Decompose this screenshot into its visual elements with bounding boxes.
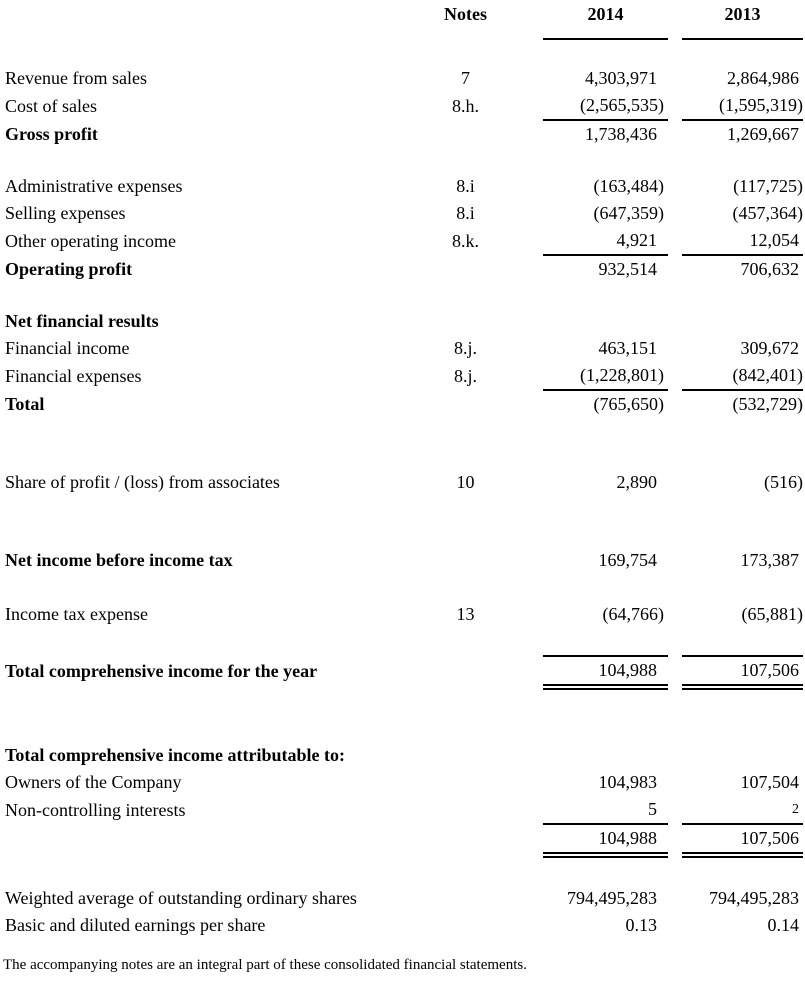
spacer-row <box>0 687 805 742</box>
spacer-row <box>0 148 805 173</box>
row-label: Total <box>5 393 45 414</box>
table-row <box>0 469 805 496</box>
amount-2014: 5 <box>543 796 668 824</box>
row-label: Financial income <box>5 338 130 358</box>
row-label: Gross profit <box>5 123 98 144</box>
table-row <box>0 601 805 628</box>
amount-2014: 169,754 <box>598 550 657 570</box>
row-gap <box>668 885 682 912</box>
amount-2013 <box>682 308 803 335</box>
row-gap <box>508 885 543 912</box>
amount-2013: 2 <box>682 796 803 824</box>
table-row <box>0 885 805 912</box>
spacer-row <box>0 855 805 885</box>
amount-2013: (532,729) <box>732 394 803 414</box>
row-gap <box>508 390 543 418</box>
row-note <box>423 547 508 574</box>
row-gap <box>508 335 543 362</box>
row-gap <box>508 362 543 390</box>
row-label: Owners of the Company <box>5 772 182 792</box>
amount-2013: 706,632 <box>740 259 799 279</box>
row-gap <box>508 227 543 255</box>
row-note <box>423 656 508 687</box>
spacer-row <box>0 283 805 308</box>
row-note: 8.i <box>456 176 475 196</box>
spacer-cell <box>0 855 805 885</box>
row-label: Non-controlling interests <box>5 799 186 820</box>
amount-2013: (117,725) <box>733 176 803 196</box>
row-gap <box>668 656 682 687</box>
amount-2013: 107,506 <box>682 656 803 687</box>
table-row <box>0 547 805 574</box>
table-row <box>0 656 805 687</box>
amount-2013: (842,401) <box>682 362 803 390</box>
spacer-cell <box>0 496 805 547</box>
amount-2014 <box>543 308 668 335</box>
amount-2013: (516) <box>764 472 803 492</box>
spacer-cell <box>0 148 805 173</box>
amount-2014: 463,151 <box>598 338 657 358</box>
row-gap <box>508 796 543 824</box>
row-gap <box>668 173 682 200</box>
row-gap <box>668 120 682 148</box>
amount-2013: (65,881) <box>741 604 803 624</box>
row-label: Administrative expenses <box>5 176 183 196</box>
amount-2013: (1,595,319) <box>682 92 803 120</box>
table-header <box>0 0 805 39</box>
row-gap <box>668 469 682 496</box>
row-note: 8.k. <box>452 230 479 251</box>
row-note: 8.i <box>456 203 475 223</box>
header-year-2014: 2014 <box>543 0 668 39</box>
amount-2014: (163,484) <box>593 176 664 196</box>
row-note <box>423 255 508 283</box>
row-note <box>423 912 508 939</box>
amount-2013: 309,672 <box>740 338 799 358</box>
row-label: Selling expenses <box>5 203 126 223</box>
row-gap <box>668 601 682 628</box>
row-note <box>423 796 508 824</box>
row-gap <box>668 200 682 227</box>
table-row <box>0 390 805 418</box>
amount-2014: (64,766) <box>602 604 664 624</box>
table-row <box>0 742 805 769</box>
table-row <box>0 824 805 855</box>
row-gap <box>668 335 682 362</box>
row-gap <box>508 92 543 120</box>
amount-2014: 104,988 <box>543 824 668 855</box>
row-label: Weighted average of outstanding ordinary shares <box>5 888 357 908</box>
table-row <box>0 200 805 227</box>
amount-2014: (647,359) <box>593 203 664 223</box>
table-row <box>0 308 805 335</box>
table-row <box>0 796 805 824</box>
amount-2013 <box>682 742 803 769</box>
row-gap <box>508 742 543 769</box>
statement-rows <box>0 39 805 939</box>
row-label: Share of profit / (loss) from associates <box>5 472 280 492</box>
table-row <box>0 769 805 796</box>
spacer-row <box>0 39 805 65</box>
amount-2013: (457,364) <box>732 203 803 223</box>
row-label: Other operating income <box>5 230 176 251</box>
row-note <box>423 885 508 912</box>
amount-2014: 0.13 <box>625 915 657 935</box>
amount-2013: 107,504 <box>740 772 799 792</box>
row-note: 8.j. <box>453 338 477 358</box>
amount-2013: 1,269,667 <box>727 124 799 144</box>
row-gap <box>508 200 543 227</box>
header-gap1 <box>508 0 543 39</box>
table-row <box>0 255 805 283</box>
row-gap <box>508 601 543 628</box>
row-label: Net financial results <box>5 311 159 331</box>
row-gap <box>508 824 543 855</box>
row-gap <box>668 227 682 255</box>
amount-2013: 107,506 <box>682 824 803 855</box>
row-note <box>423 308 508 335</box>
row-note <box>423 120 508 148</box>
amount-2014: 1,738,436 <box>585 124 657 144</box>
row-note: 10 <box>456 472 475 492</box>
row-gap <box>508 308 543 335</box>
table-row <box>0 335 805 362</box>
row-gap <box>508 173 543 200</box>
row-gap <box>508 769 543 796</box>
amount-2013: 173,387 <box>740 550 799 570</box>
row-note: 8.h. <box>452 95 479 116</box>
table-row <box>0 912 805 939</box>
row-note: 7 <box>461 68 470 88</box>
table-row <box>0 92 805 120</box>
row-note: 8.j. <box>453 365 477 386</box>
row-gap <box>508 120 543 148</box>
row-label: Basic and diluted earnings per share <box>5 915 266 935</box>
row-note <box>423 824 508 855</box>
amount-2013: 12,054 <box>682 227 803 255</box>
row-label: Cost of sales <box>5 95 97 116</box>
row-label: Revenue from sales <box>5 68 147 88</box>
header-gap2 <box>668 0 682 39</box>
spacer-cell <box>0 628 805 656</box>
amount-2014: (1,228,801) <box>543 362 668 390</box>
row-label <box>0 824 423 855</box>
spacer-cell <box>0 574 805 601</box>
table-row <box>0 227 805 255</box>
table-row <box>0 362 805 390</box>
row-gap <box>508 547 543 574</box>
amount-2013: 794,495,283 <box>709 888 799 908</box>
header-row <box>0 0 805 39</box>
row-gap <box>668 362 682 390</box>
header-notes: Notes <box>444 4 487 24</box>
row-label: Financial expenses <box>5 365 142 386</box>
amount-2014: 4,303,971 <box>585 68 657 88</box>
row-gap <box>668 824 682 855</box>
amount-2014: (765,650) <box>593 394 664 414</box>
row-label: Net income before income tax <box>5 550 233 570</box>
amount-2014: 4,921 <box>543 227 668 255</box>
amount-2014: 104,983 <box>598 772 657 792</box>
row-label: Operating profit <box>5 258 133 279</box>
row-gap <box>668 742 682 769</box>
table-row <box>0 120 805 148</box>
row-gap <box>668 796 682 824</box>
spacer-cell <box>0 283 805 308</box>
spacer-row <box>0 496 805 547</box>
spacer-cell <box>0 39 805 65</box>
amount-2014: 104,988 <box>543 656 668 687</box>
header-year-2013: 2013 <box>682 0 803 39</box>
spacer-cell <box>0 687 805 742</box>
row-gap <box>668 769 682 796</box>
row-gap <box>668 390 682 418</box>
row-gap <box>508 656 543 687</box>
amount-2014: 2,890 <box>616 472 657 492</box>
amount-2014: 794,495,283 <box>567 888 657 908</box>
row-gap <box>508 65 543 92</box>
row-gap <box>668 92 682 120</box>
row-gap <box>668 308 682 335</box>
row-gap <box>668 65 682 92</box>
row-note: 13 <box>456 604 475 624</box>
table-row <box>0 65 805 92</box>
spacer-row <box>0 628 805 656</box>
table-row <box>0 173 805 200</box>
row-gap <box>508 255 543 283</box>
amount-2014 <box>543 742 668 769</box>
row-gap <box>668 547 682 574</box>
amount-2013: 0.14 <box>767 915 799 935</box>
spacer-row <box>0 574 805 601</box>
row-label: Total comprehensive income attributable to: <box>5 745 345 765</box>
row-gap <box>668 255 682 283</box>
amount-2014: (2,565,535) <box>543 92 668 120</box>
row-gap <box>508 912 543 939</box>
row-note <box>423 390 508 418</box>
header-label-blank <box>0 0 423 39</box>
row-note <box>423 742 508 769</box>
spacer-cell <box>0 418 805 469</box>
row-label: Total comprehensive income for the year <box>5 661 318 681</box>
amount-2014: 932,514 <box>598 259 657 279</box>
spacer-row <box>0 418 805 469</box>
row-gap <box>668 912 682 939</box>
amount-2013: 2,864,986 <box>727 68 799 88</box>
footer-note: The accompanying notes are an integral part of these consolidated financial statements. <box>3 957 527 973</box>
row-label: Income tax expense <box>5 604 148 624</box>
row-note <box>423 769 508 796</box>
row-gap <box>508 469 543 496</box>
